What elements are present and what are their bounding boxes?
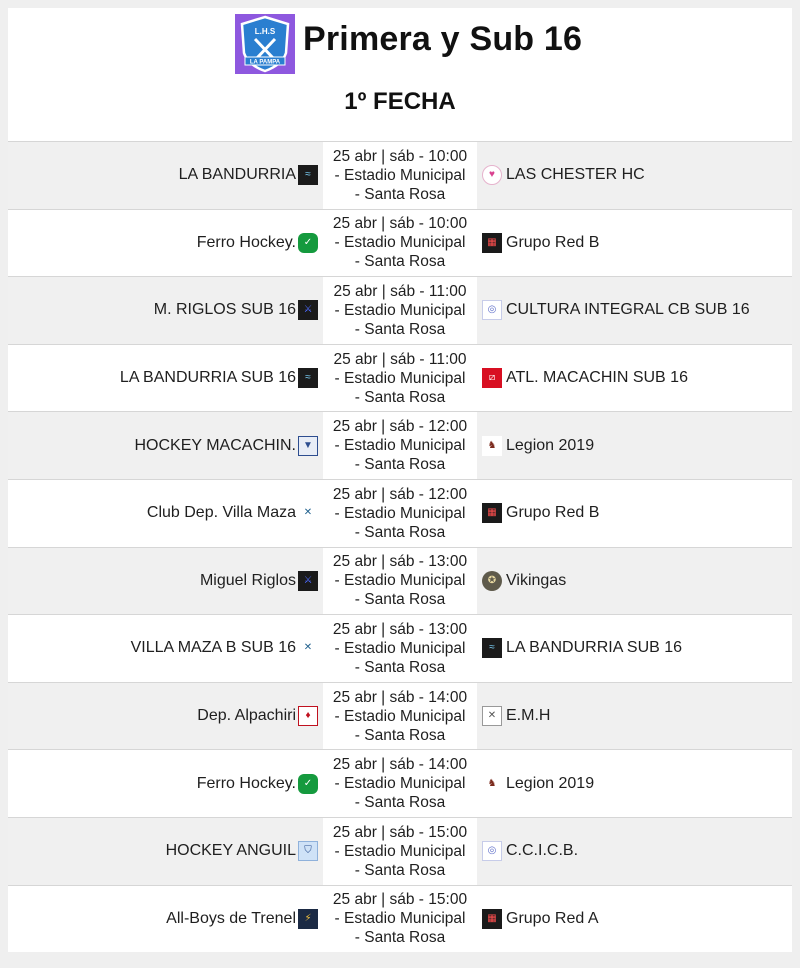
match-list xyxy=(8,141,792,952)
home-team-name: Dep. Alpachiri xyxy=(197,707,296,725)
match-row xyxy=(8,209,792,277)
match-date-time: 25 abr | sáb - 13:00 xyxy=(332,620,468,638)
match-row xyxy=(8,479,792,547)
cultura-crest-icon: ◎ xyxy=(482,300,502,320)
match-city: - Santa Rosa xyxy=(354,253,446,271)
home-team-name: VILLA MAZA B SUB 16 xyxy=(130,639,296,657)
away-team-name: Legion 2019 xyxy=(506,436,595,454)
match-venue: - Estadio Municipal xyxy=(334,572,466,590)
chester-crest-icon: ♥ xyxy=(482,165,502,185)
bandurria-crest-icon: ≈ xyxy=(298,165,318,185)
grupo-red-crest-icon: ▦ xyxy=(482,503,502,523)
alpachiri-crest-icon: ♦ xyxy=(298,706,318,726)
match-venue: - Estadio Municipal xyxy=(334,166,466,184)
match-info xyxy=(323,548,477,615)
match-row xyxy=(8,344,792,412)
home-team xyxy=(179,142,318,209)
match-row xyxy=(8,885,792,952)
away-team xyxy=(482,615,682,682)
macachin-crest-icon: ⧄ xyxy=(482,368,502,388)
home-team-name: Ferro Hockey. xyxy=(196,774,296,792)
anguil-crest-icon: ⛉ xyxy=(298,841,318,861)
villa-maza-crest-icon: ✕ xyxy=(298,638,318,658)
villa-maza-crest-icon: ✕ xyxy=(298,503,318,523)
match-venue: - Estadio Municipal xyxy=(334,707,466,725)
match-row xyxy=(8,682,792,750)
match-row xyxy=(8,411,792,479)
home-team xyxy=(131,615,318,682)
match-venue: - Estadio Municipal xyxy=(334,775,466,793)
match-date-time: 25 abr | sáb - 10:00 xyxy=(332,147,468,165)
grupo-red-crest-icon: ▦ xyxy=(482,909,502,929)
match-city: - Santa Rosa xyxy=(354,456,446,474)
match-info xyxy=(323,886,477,952)
home-team xyxy=(154,277,318,344)
bandurria-crest-icon: ≈ xyxy=(298,368,318,388)
away-team-name: ATL. MACACHIN SUB 16 xyxy=(506,369,688,387)
away-team xyxy=(482,277,750,344)
match-date-time: 25 abr | sáb - 13:00 xyxy=(332,553,468,571)
match-city: - Santa Rosa xyxy=(354,523,446,541)
match-city: - Santa Rosa xyxy=(354,929,446,947)
match-row xyxy=(8,141,792,209)
away-team xyxy=(482,683,550,750)
match-row xyxy=(8,817,792,885)
match-row xyxy=(8,614,792,682)
home-team xyxy=(166,818,318,885)
home-team-name: LA BANDURRIA xyxy=(178,166,296,184)
match-date-time: 25 abr | sáb - 12:00 xyxy=(332,418,468,436)
home-team-name: LA BANDURRIA SUB 16 xyxy=(119,369,296,387)
emh-crest-icon: ✕ xyxy=(482,706,502,726)
match-city: - Santa Rosa xyxy=(354,388,446,406)
home-team xyxy=(197,683,318,750)
home-team xyxy=(166,886,318,952)
legion-crest-icon: ♞ xyxy=(482,774,502,794)
match-city: - Santa Rosa xyxy=(354,591,446,609)
away-team xyxy=(482,886,599,952)
match-date-time: 25 abr | sáb - 10:00 xyxy=(332,215,468,233)
league-logo xyxy=(235,14,295,74)
match-info xyxy=(323,210,477,277)
away-team-name: CULTURA INTEGRAL CB SUB 16 xyxy=(506,301,750,319)
all-boys-crest-icon: ⚡ xyxy=(298,909,318,929)
match-city: - Santa Rosa xyxy=(354,185,446,203)
home-team xyxy=(134,412,318,479)
match-venue: - Estadio Municipal xyxy=(334,639,466,657)
home-team xyxy=(120,345,318,412)
away-team-name: Vikingas xyxy=(506,571,567,589)
logo-text-bottom: LA PAMPA xyxy=(249,59,281,66)
ferro-crest-icon: ✓ xyxy=(298,774,318,794)
page-title: Primera y Sub 16 xyxy=(303,20,583,58)
away-team xyxy=(482,818,578,885)
home-team-name: All-Boys de Trenel xyxy=(166,909,296,927)
match-venue: - Estadio Municipal xyxy=(334,301,466,319)
away-team-name: E.M.H xyxy=(506,707,551,725)
match-city: - Santa Rosa xyxy=(354,658,446,676)
match-venue: - Estadio Municipal xyxy=(334,842,466,860)
match-city: - Santa Rosa xyxy=(354,726,446,744)
match-info xyxy=(323,345,477,412)
away-team-name: LAS CHESTER HC xyxy=(506,166,645,184)
away-team-name: Grupo Red B xyxy=(506,504,600,522)
away-team xyxy=(482,210,599,277)
match-row xyxy=(8,749,792,817)
match-city: - Santa Rosa xyxy=(354,320,446,338)
league-shield-icon xyxy=(238,15,292,73)
ferro-crest-icon: ✓ xyxy=(298,233,318,253)
away-team-name: Grupo Red B xyxy=(506,233,600,251)
match-row xyxy=(8,547,792,615)
riglos-crest-icon: ⚔ xyxy=(298,300,318,320)
match-info xyxy=(323,750,477,817)
match-info xyxy=(323,480,477,547)
home-team xyxy=(200,548,318,615)
match-date-time: 25 abr | sáb - 14:00 xyxy=(332,756,468,774)
match-date-time: 25 abr | sáb - 15:00 xyxy=(332,823,468,841)
grupo-red-crest-icon: ▦ xyxy=(482,233,502,253)
match-city: - Santa Rosa xyxy=(354,794,446,812)
match-date-time: 25 abr | sáb - 15:00 xyxy=(332,891,468,909)
home-team-name: HOCKEY ANGUIL xyxy=(165,842,296,860)
fixture-card xyxy=(8,8,792,952)
match-venue: - Estadio Municipal xyxy=(334,234,466,252)
match-info xyxy=(323,683,477,750)
bandurria-crest-icon: ≈ xyxy=(482,638,502,658)
away-team-name: C.C.I.C.B. xyxy=(506,842,579,860)
hockey-macachin-crest-icon: ▼ xyxy=(298,436,318,456)
match-venue: - Estadio Municipal xyxy=(334,504,466,522)
cultura-crest-icon: ◎ xyxy=(482,841,502,861)
match-venue: - Estadio Municipal xyxy=(334,437,466,455)
match-date-time: 25 abr | sáb - 11:00 xyxy=(333,350,467,368)
legion-crest-icon: ♞ xyxy=(482,436,502,456)
away-team xyxy=(482,750,594,817)
round-title: 1º FECHA xyxy=(344,88,456,115)
away-team xyxy=(482,548,566,615)
away-team-name: LA BANDURRIA SUB 16 xyxy=(506,639,683,657)
vikingas-crest-icon: ✪ xyxy=(482,571,502,591)
home-team-name: M. RIGLOS SUB 16 xyxy=(153,301,296,319)
home-team-name: Club Dep. Villa Maza xyxy=(146,504,296,522)
match-date-time: 25 abr | sáb - 12:00 xyxy=(332,485,468,503)
match-venue: - Estadio Municipal xyxy=(334,910,466,928)
home-team xyxy=(147,480,318,547)
match-date-time: 25 abr | sáb - 11:00 xyxy=(333,282,467,300)
match-info xyxy=(323,277,477,344)
home-team-name: HOCKEY MACACHIN. xyxy=(134,436,296,454)
away-team xyxy=(482,345,688,412)
home-team xyxy=(197,750,318,817)
match-info xyxy=(323,142,477,209)
riglos-crest-icon: ⚔ xyxy=(298,571,318,591)
away-team xyxy=(482,480,599,547)
home-team xyxy=(197,210,318,277)
match-info xyxy=(323,615,477,682)
away-team-name: Grupo Red A xyxy=(506,909,599,927)
match-date-time: 25 abr | sáb - 14:00 xyxy=(332,688,468,706)
away-team xyxy=(482,412,594,479)
match-info xyxy=(323,412,477,479)
home-team-name: Ferro Hockey. xyxy=(196,233,296,251)
fixture-header xyxy=(8,8,792,141)
logo-text-top: L.H.S xyxy=(254,27,276,36)
home-team-name: Miguel Riglos xyxy=(199,571,296,589)
match-venue: - Estadio Municipal xyxy=(334,369,466,387)
away-team-name: Legion 2019 xyxy=(506,774,595,792)
match-info xyxy=(323,818,477,885)
match-city: - Santa Rosa xyxy=(354,861,446,879)
away-team xyxy=(482,142,645,209)
match-row xyxy=(8,276,792,344)
